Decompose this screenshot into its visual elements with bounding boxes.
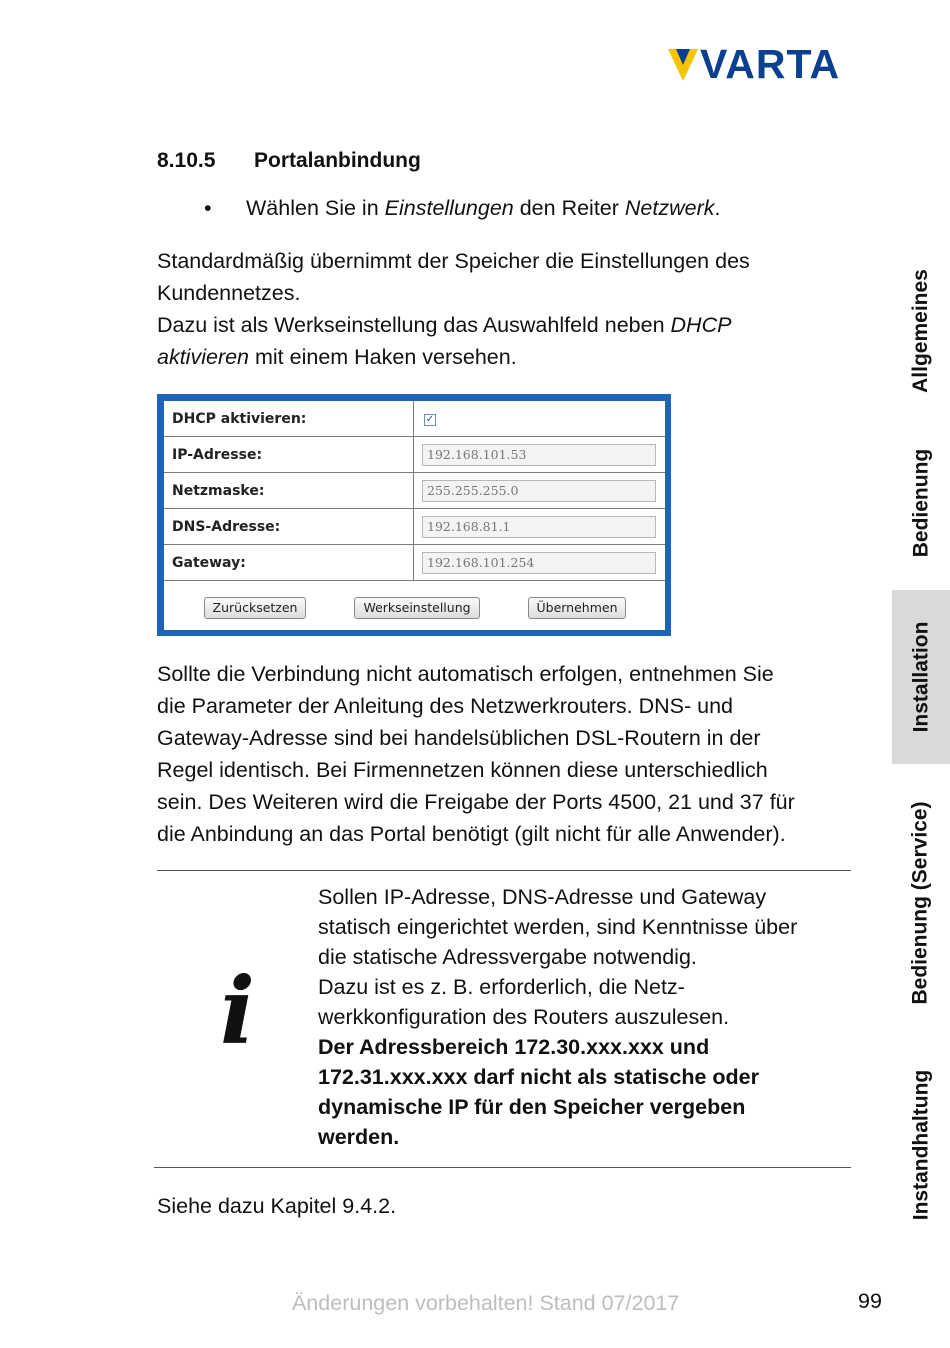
note-bottom-divider <box>154 1167 851 1168</box>
apply-button[interactable]: Übernehmen <box>528 597 626 619</box>
info-icon: i <box>220 957 255 1065</box>
ip-row <box>164 437 665 473</box>
ip-label: IP-Adresse: <box>172 447 263 463</box>
netmask-field[interactable]: 255.255.255.0 <box>422 480 656 502</box>
dns-row <box>164 509 665 545</box>
netmask-label: Netzmaske: <box>172 483 265 499</box>
ip-field[interactable]: 192.168.101.53 <box>422 444 656 466</box>
info-note: Sollen IP-Adresse, DNS-Adresse und Gateway statisch eingerichtet werden, sind Kenntnisse über die statische Adressvergabe notwendig. Dazu ist es z. B. erforderlich, die Netz- werkkonfiguration des Routers auszulesen. Der Adressbereich 172.30.xxx.xxx und 172.31.xxx.xxx darf nicht als statische oder dynamische IP für den Speicher vergeben werden. <box>318 885 798 1149</box>
gateway-row <box>164 545 665 581</box>
side-tab-bedienung[interactable]: Bedienung <box>909 448 932 558</box>
dns-label: DNS-Adresse: <box>172 519 281 535</box>
side-tab-instandhaltung[interactable]: Instandhaltung <box>909 1069 932 1221</box>
side-tab-allgemeines[interactable]: Allgemeines <box>909 269 932 393</box>
dhcp-row <box>164 401 665 437</box>
footer-note: Änderungen vorbehalten! Stand 07/2017 <box>292 1291 680 1315</box>
side-tab-installation[interactable]: Installation <box>892 590 950 764</box>
page-number: 99 <box>858 1289 882 1313</box>
note-top-divider <box>157 870 851 871</box>
bullet-text: Wählen Sie in Einstellungen den Reiter Netzwerk. <box>246 196 721 220</box>
connection-paragraph: Sollte die Verbindung nicht automatisch erfolgen, entnehmen Sie die Parameter der Anleitung des Netzwerkrouters. DNS- und Gateway-Adresse sind bei handelsüblichen DSL-Routern in der Regel identisch. Bei Firmennetzen können diese unterschiedlich sein. Des Weiteren wird die Freigabe der Ports 4500, 21 und 37 für die Anbindung an das Portal benötigt (gilt nicht für alle Anwender). <box>157 662 795 846</box>
network-settings-screenshot <box>157 394 671 636</box>
see-also-text: Siehe dazu Kapitel 9.4.2. <box>157 1194 397 1218</box>
side-tab-bedienung-service[interactable]: Bedienung (Service) <box>909 801 932 1005</box>
dhcp-checkbox[interactable]: ✓ <box>425 414 435 425</box>
gateway-field[interactable]: 192.168.101.254 <box>422 552 656 574</box>
bullet-marker: • <box>204 196 212 220</box>
factory-settings-button[interactable]: Werkseinstellung <box>354 597 480 619</box>
netmask-row <box>164 473 665 509</box>
gateway-label: Gateway: <box>172 555 246 571</box>
section-number: 8.10.5 <box>157 149 216 172</box>
intro-paragraph: Standardmäßig übernimmt der Speicher die Einstellungen des Kundennetzes. Dazu ist als Werkseinstellung das Auswahlfeld neben DHCP aktivieren mit einem Haken versehen. <box>157 249 750 369</box>
section-title: Portalanbindung <box>254 149 421 172</box>
dhcp-label: DHCP aktivieren: <box>172 411 307 427</box>
dns-field[interactable]: 192.168.81.1 <box>422 516 656 538</box>
reset-button[interactable]: Zurücksetzen <box>204 597 306 619</box>
logo-wordmark: VARTA <box>700 41 841 87</box>
